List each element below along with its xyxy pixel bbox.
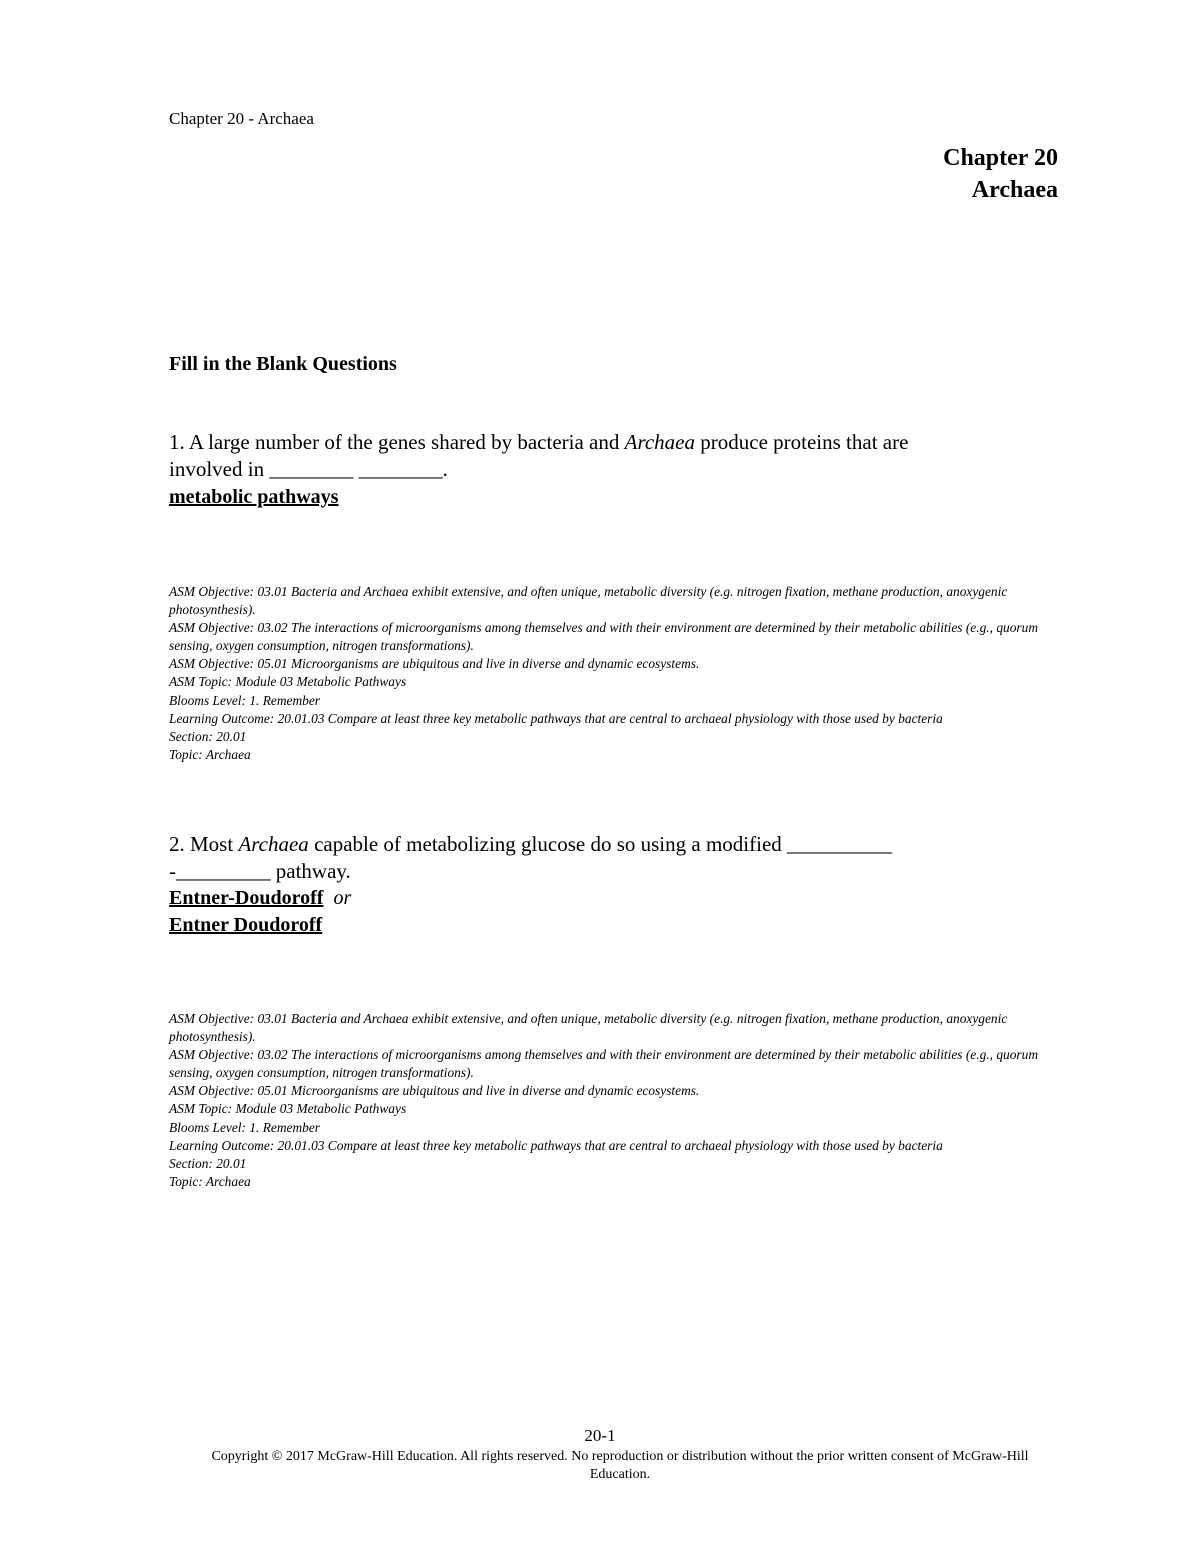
question-1-text-before: 1. A large number of the genes shared by bacteria and [169, 430, 625, 454]
metadata-line: Section: 20.01 [169, 1155, 247, 1171]
question-1-answer-term: metabolic pathways [169, 486, 339, 508]
metadata-line: ASM Topic: Module 03 Metabolic Pathways [169, 1101, 407, 1117]
chapter-title [943, 142, 1058, 206]
copyright-notice: Copyright © 2017 McGraw-Hill Education. All rights reserved. No reproduction or distribution without the prior written consent of McGraw-Hill Education. [211, 1449, 1029, 1482]
question-2-metadata [169, 1010, 1049, 1191]
question-1-text-after: produce proteins that are [695, 430, 909, 454]
question-1-metadata [169, 583, 1049, 764]
chapter-title-number: Chapter 20 [943, 145, 1058, 171]
question-1-line-2: involved in ________ ________. [169, 457, 448, 481]
question-2 [169, 831, 1049, 885]
question-1 [169, 429, 1049, 483]
question-2-answer [169, 885, 351, 939]
question-1-answer [169, 484, 338, 511]
metadata-line: Topic: Archaea [169, 1173, 251, 1189]
question-2-answer-connector: or [333, 887, 352, 909]
metadata-line: ASM Objective: 03.01 Bacteria and Archaea exhibit extensive, and often unique, metabolic diversity (e.g. nitrogen fixation, methane production, anoxygenic photosynthesis). [169, 1011, 1008, 1045]
metadata-line: ASM Objective: 05.01 Microorganisms are ubiquitous and live in diverse and dynamic ecosystems. [169, 656, 700, 672]
question-2-text-after: capable of metabolizing glucose do so using a modified __________ [308, 832, 893, 856]
metadata-line: ASM Topic: Module 03 Metabolic Pathways [169, 674, 407, 690]
metadata-line: ASM Objective: 03.02 The interactions of microorganisms among themselves and with their environment are determined by their metabolic abilities (e.g., quorum sensing, oxygen consumption, nitrogen transformations). [169, 1047, 1039, 1081]
question-2-answer-term-2: Entner Doudoroff [169, 914, 323, 936]
question-1-italic-term: Archaea [624, 430, 695, 454]
running-header: Chapter 20 - Archaea [169, 109, 314, 128]
metadata-line: Learning Outcome: 20.01.03 Compare at least three key metabolic pathways that are central to archaeal physiology with those used by bacteria [169, 710, 943, 726]
metadata-line: Topic: Archaea [169, 746, 251, 762]
metadata-line: ASM Objective: 05.01 Microorganisms are ubiquitous and live in diverse and dynamic ecosystems. [169, 1083, 700, 1099]
metadata-line: Section: 20.01 [169, 728, 247, 744]
question-2-line-1 [169, 831, 1049, 858]
question-2-line-2: -_________ pathway. [169, 859, 351, 883]
chapter-title-name: Archaea [971, 177, 1058, 203]
metadata-line: Blooms Level: 1. Remember [169, 692, 320, 708]
question-2-answer-term-1: Entner-Doudoroff [169, 887, 324, 909]
question-2-answer-line-2 [169, 912, 351, 939]
metadata-line: Learning Outcome: 20.01.03 Compare at least three key metabolic pathways that are central to archaeal physiology with those used by bacteria [169, 1137, 943, 1153]
metadata-line: ASM Objective: 03.01 Bacteria and Archaea exhibit extensive, and often unique, metabolic diversity (e.g. nitrogen fixation, methane production, anoxygenic photosynthesis). [169, 584, 1008, 618]
question-2-text-before: 2. Most [169, 832, 239, 856]
metadata-line: ASM Objective: 03.02 The interactions of microorganisms among themselves and with their environment are determined by their metabolic abilities (e.g., quorum sensing, oxygen consumption, nitrogen transformations). [169, 620, 1039, 654]
question-2-answer-line-1 [169, 885, 351, 912]
question-2-italic-term: Archaea [238, 832, 309, 856]
question-1-line-1 [169, 429, 1049, 456]
metadata-line: Blooms Level: 1. Remember [169, 1119, 320, 1135]
page-number: 20-1 [584, 1426, 616, 1445]
section-heading: Fill in the Blank Questions [169, 353, 397, 375]
